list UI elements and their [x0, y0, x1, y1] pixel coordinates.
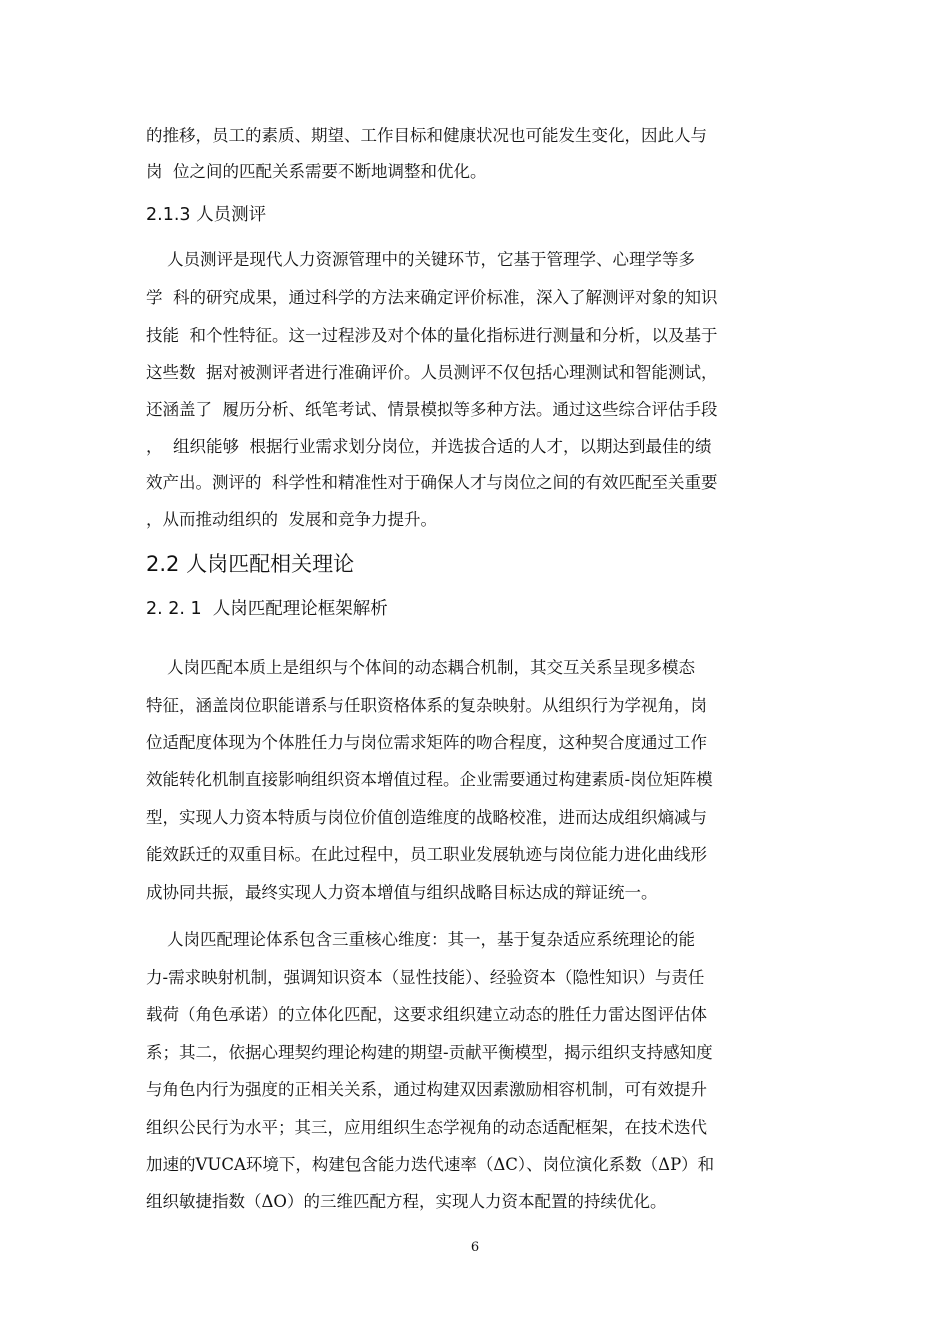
body-text-line: 还涵盖了 履历分析、纸笔考试、情景模拟等多种方法。通过这些综合评估手段 [146, 400, 718, 419]
body-text-line: 效能转化机制直接影响组织资本增值过程。企业需要通过构建素质-岗位矩阵模 [146, 770, 713, 789]
body-text-line: 组织敏捷指数（ΔO）的三维匹配方程，实现人力资本配置的持续优化。 [146, 1192, 667, 1211]
body-text-line: 型，实现人力资本特质与岗位价值创造维度的战略校准，进而达成组织熵减与 [146, 808, 707, 827]
section-heading-2-2-1: 2. 2. 1 人岗匹配理论框架解析 [146, 599, 388, 619]
section-heading-2-1-3: 2.1.3 人员测评 [146, 205, 267, 225]
body-text-line: 组织公民行为水平；其三，应用组织生态学视角的动态适配框架，在技术迭代 [146, 1118, 707, 1137]
body-text-line: 效产出。测评的 科学性和精准性对于确保人才与岗位之间的有效匹配至关重要 [146, 473, 718, 492]
body-text-line: 加速的VUCA环境下，构建包含能力迭代速率（ΔC）、岗位演化系数（ΔP）和 [146, 1155, 715, 1174]
body-text-line: 特征，涵盖岗位职能谱系与任职资格体系的复杂映射。从组织行为学视角，岗 [146, 696, 707, 715]
page-number: 6 [470, 1240, 480, 1255]
body-text-line: 能效跃迁的双重目标。在此过程中，员工职业发展轨迹与岗位能力进化曲线形 [146, 845, 707, 864]
body-text-line: 人员测评是现代人力资源管理中的关键环节，它基于管理学、心理学等多 [146, 250, 695, 269]
body-text-line: 位适配度体现为个体胜任力与岗位需求矩阵的吻合程度，这种契合度通过工作 [146, 733, 707, 752]
body-text-line: ，从而推动组织的 发展和竞争力提升。 [146, 510, 437, 529]
section-heading-2-2: 2.2 人岗匹配相关理论 [146, 552, 355, 576]
body-text-line: 系；其二，依据心理契约理论构建的期望-贡献平衡模型，揭示组织支持感知度 [146, 1043, 713, 1062]
body-text-line: 载荷（角色承诺）的立体化匹配，这要求组织建立动态的胜任力雷达图评估体 [146, 1005, 707, 1024]
body-text-line: ， 组织能够 根据行业需求划分岗位，并选拔合适的人才，以期达到最佳的绩 [146, 437, 712, 456]
body-text-line: 成协同共振，最终实现人力资本增值与组织战略目标达成的辩证统一。 [146, 883, 658, 902]
body-text-line: 学 科的研究成果，通过科学的方法来确定评价标准，深入了解测评对象的知识 [146, 288, 718, 307]
body-text-line: 技能 和个性特征。这一过程涉及对个体的量化指标进行测量和分析，以及基于 [146, 326, 718, 345]
body-text-line: 的推移，员工的素质、期望、工作目标和健康状况也可能发生变化，因此人与 [146, 126, 707, 145]
body-text-line: 与角色内行为强度的正相关关系，通过构建双因素激励相容机制，可有效提升 [146, 1080, 707, 1099]
body-text-line: 人岗匹配理论体系包含三重核心维度：其一，基于复杂适应系统理论的能 [146, 930, 695, 949]
body-text-line: 这些数 据对被测评者进行准确评价。人员测评不仅包括心理测试和智能测试， [146, 363, 718, 382]
body-text-line: 岗 位之间的匹配关系需要不断地调整和优化。 [146, 162, 487, 181]
body-text-line: 人岗匹配本质上是组织与个体间的动态耦合机制，其交互关系呈现多模态 [146, 658, 695, 677]
body-text-line: 力-需求映射机制，强调知识资本（显性技能）、经验资本（隐性知识）与责任 [146, 968, 705, 987]
